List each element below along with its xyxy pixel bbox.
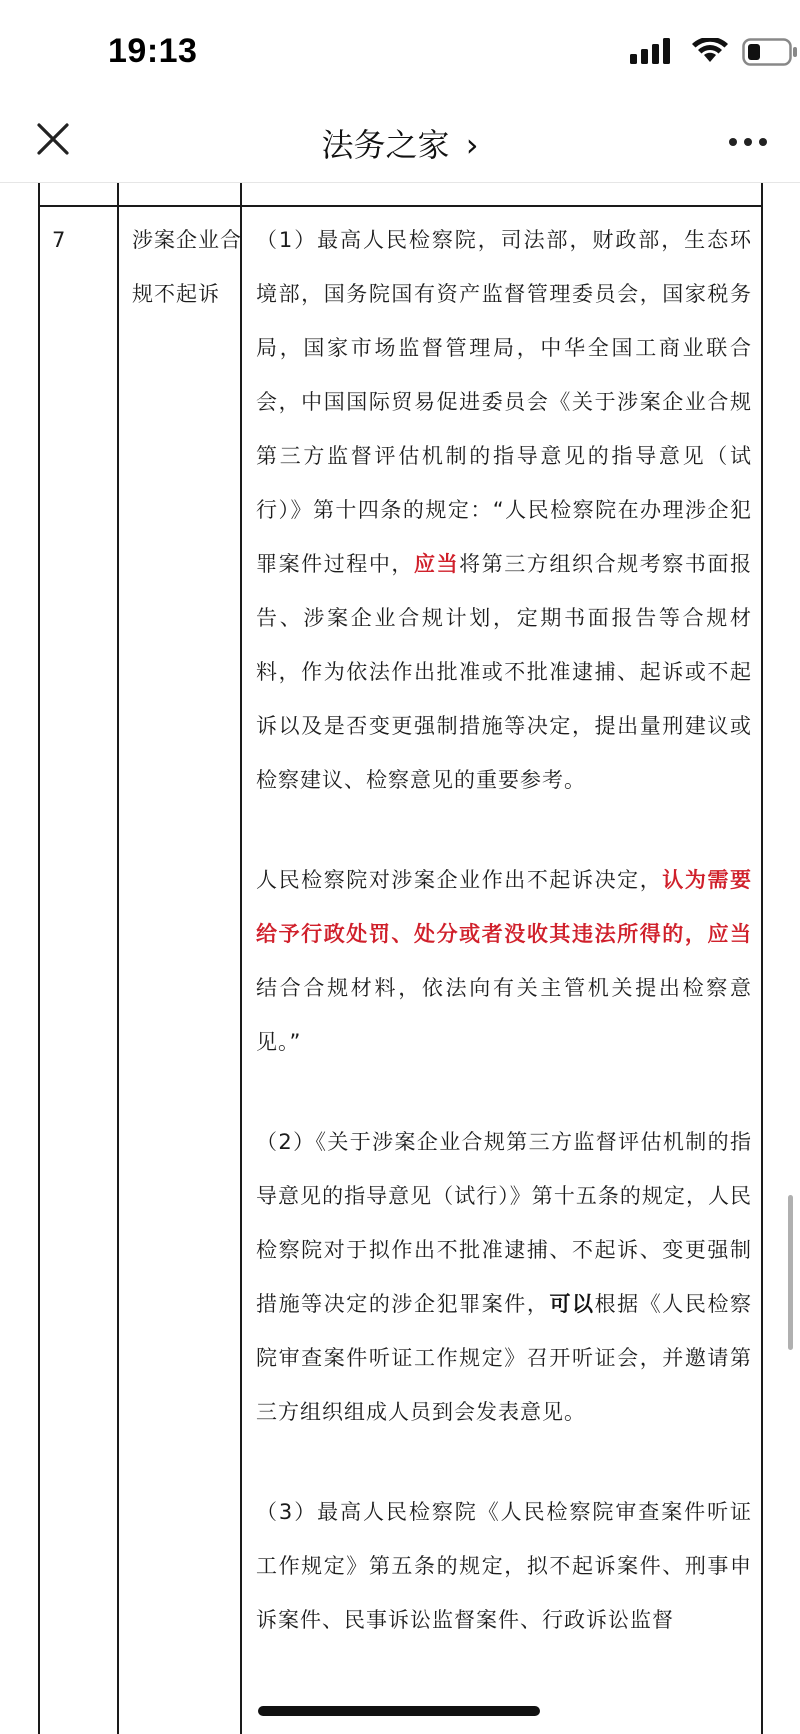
- paragraph-3: （2）《关于涉案企业合规第三方监督评估机制的指导意见的指导意见（试行）》第十五条的规定，人民检察院对于拟作出不批准逮捕、不起诉、变更强制措施等决定的涉企犯罪案件，可以根据《人民检察院审查案件听证工作规定》召开听证会，并邀请第三方组织组成人员到会发表意见。: [256, 1130, 753, 1424]
- table-left-border: [38, 183, 40, 1734]
- row-number: 7: [52, 228, 67, 252]
- scrollbar[interactable]: [788, 1195, 793, 1350]
- paragraph-4: （3）最高人民检察院《人民检察院审查案件听证工作规定》第五条的规定，拟不起诉案件、刑事申诉案件、民事诉讼监督案件、行政诉讼监督: [256, 1500, 752, 1632]
- wifi-icon: [692, 38, 728, 64]
- account-name: 法务之家: [321, 126, 450, 164]
- table-right-border: [761, 183, 763, 1734]
- table-row-border: [38, 205, 763, 207]
- article-content: [0, 183, 800, 1734]
- more-icon[interactable]: [728, 136, 768, 148]
- paragraph-2: 人民检察院对涉案企业作出不起诉决定，认为需要给予行政处罚、处分或者没收其违法所得的，应当结合合规材料，依法向有关主管机关提出检察意见。”: [256, 868, 753, 1054]
- cellular-signal-icon: [630, 38, 674, 64]
- row-topic: 涉案企业合规不起诉: [132, 228, 242, 306]
- row-body: [256, 213, 752, 1647]
- emphasis-penalty: 认为需要给予行政处罚、处分或者没收其违法所得的，: [256, 868, 753, 946]
- emphasis-should: 应当: [414, 552, 460, 576]
- emphasis-should-2: 应当: [707, 922, 753, 946]
- chevron-right-icon: ›: [465, 126, 479, 164]
- title-bar: [0, 100, 800, 183]
- account-title[interactable]: [0, 120, 800, 166]
- battery-icon: [742, 38, 798, 66]
- table-col-divider-2: [240, 183, 242, 1734]
- status-bar: [0, 0, 800, 100]
- emphasis-may: 可以: [549, 1292, 595, 1316]
- status-time: 19:13: [108, 32, 198, 70]
- table-col-divider-1: [117, 183, 119, 1734]
- home-indicator[interactable]: [258, 1706, 540, 1716]
- paragraph-1: （1）最高人民检察院，司法部，财政部，生态环境部，国务院国有资产监督管理委员会，国家税务局，国家市场监督管理局，中华全国工商业联合会，中国国际贸易促进委员会《关于涉案企业合规第三方监督评估机制的指导意见的指导意见（试行）》第十四条的规定：“人民检察院在办理涉企犯罪案件过程中，应当将第三方组织合规考察书面报告、涉案企业合规计划，定期书面报告等合规材料，作为依法作出批准或不批准逮捕、起诉或不起诉以及是否变更强制措施等决定，提出量刑建议或检察建议、检察意见的重要参考。: [256, 228, 753, 792]
